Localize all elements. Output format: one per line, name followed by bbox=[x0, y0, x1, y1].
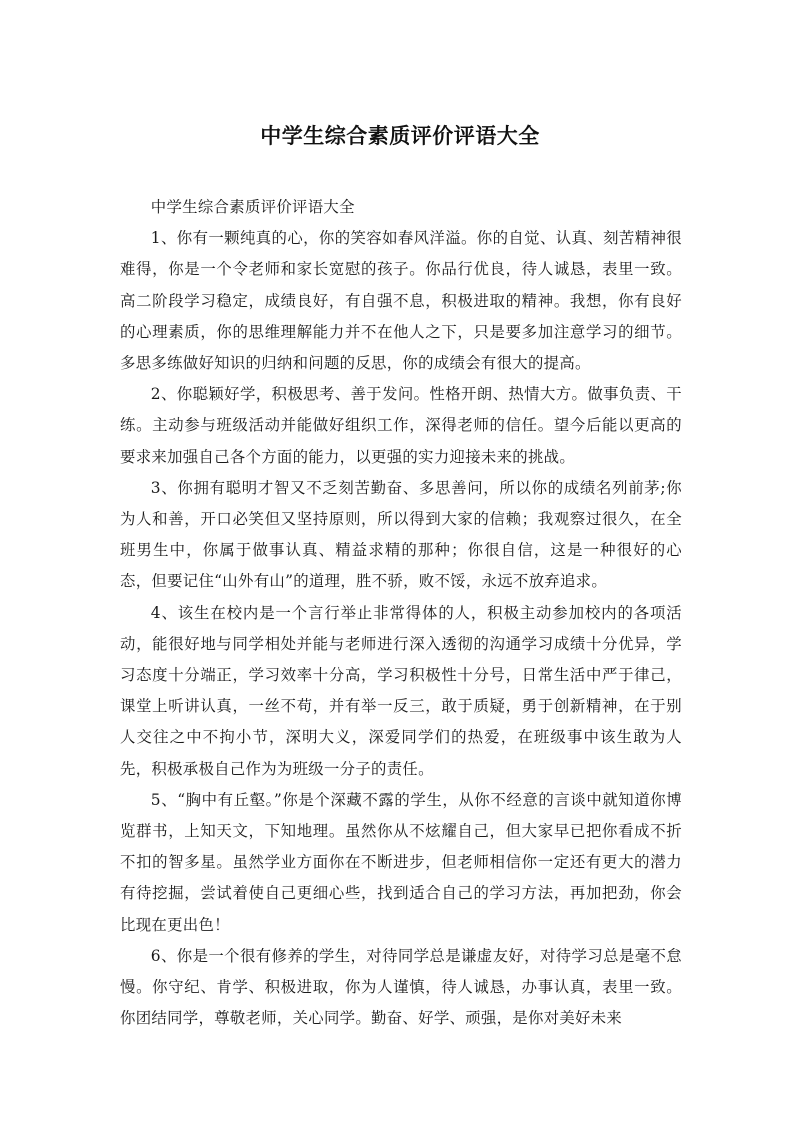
paragraph-comment-3: 3、你拥有聪明才智又不乏刻苦勤奋、多思善问，所以你的成绩名列前茅;你为人和善，开口必笑但又坚持原则，所以得到大家的信赖；我观察过很久，在全班男生中，你属于做事认真、精益求精的那种；你很自信，这是一种很好的心态，但要记住“山外有山”的道理，胜不骄，败不馁，永远不放弃追求。 bbox=[120, 478, 682, 591]
paragraph-comment-1: 1、你有一颗纯真的心，你的笑容如春风洋溢。你的自觉、认真、刻苦精神很难得，你是一个令老师和家长宽慰的孩子。你品行优良，待人诚恳，表里一致。高二阶段学习稳定，成绩良好，有自强不息，积极进取的精神。我想，你有良好的心理素质，你的思维理解能力并不在他人之下，只是要多加注意学习的细节。多思多练做好知识的归纳和问题的反思，你的成绩会有很大的提高。 bbox=[120, 229, 682, 373]
paragraph-comment-4: 4、该生在校内是一个言行举止非常得体的人，积极主动参加校内的各项活动，能很好地与同学相处并能与老师进行深入透彻的沟通学习成绩十分优异，学习态度十分端正，学习效率十分高，学习积极性十分号，日常生活中严于律己，课堂上听讲认真，一丝不苟，并有举一反三，敢于质疑，勇于创新精神，在于别人交往之中不拘小节，深明大义，深爱同学们的热爱，在班级事中该生敢为人先，积极承极自己作为为班级一分子的责任。 bbox=[120, 603, 682, 778]
document-body bbox=[120, 192, 682, 1034]
paragraph-comment-2: 2、你聪颖好学，积极思考、善于发问。性格开朗、热情大方。做事负责、干练。主动参与班级活动并能做好组织工作，深得老师的信任。望今后能以更高的要求来加强自己各个方面的能力，以更强的实力迎接未来的挑战。 bbox=[120, 385, 682, 466]
document-title: 中学生综合素质评价评语大全 bbox=[260, 124, 540, 148]
paragraph-comment-5: 5、“胸中有丘壑。”你是个深藏不露的学生，从你不经意的言谈中就知道你博览群书，上知天文，下知地理。虽然你从不炫耀自己，但大家早已把你看成不折不扣的智多星。虽然学业方面你在不断进步，但老师相信你一定还有更大的潜力有待挖掘，尝试着使自己更细心些，找到适合自己的学习方法，再加把劲，你会比现在更出色！ bbox=[120, 790, 682, 934]
paragraph-heading: 中学生综合素质评价评语大全 bbox=[150, 198, 355, 216]
paragraph-comment-6: 6、你是一个很有修养的学生，对待同学总是谦虚友好，对待学习总是毫不怠慢。你守纪、肯学、积极进取，你为人谨慎，待人诚恳，办事认真，表里一致。你团结同学，尊敬老师，关心同学。勤奋、好学、顽强，是你对美好未来 bbox=[120, 946, 682, 1028]
